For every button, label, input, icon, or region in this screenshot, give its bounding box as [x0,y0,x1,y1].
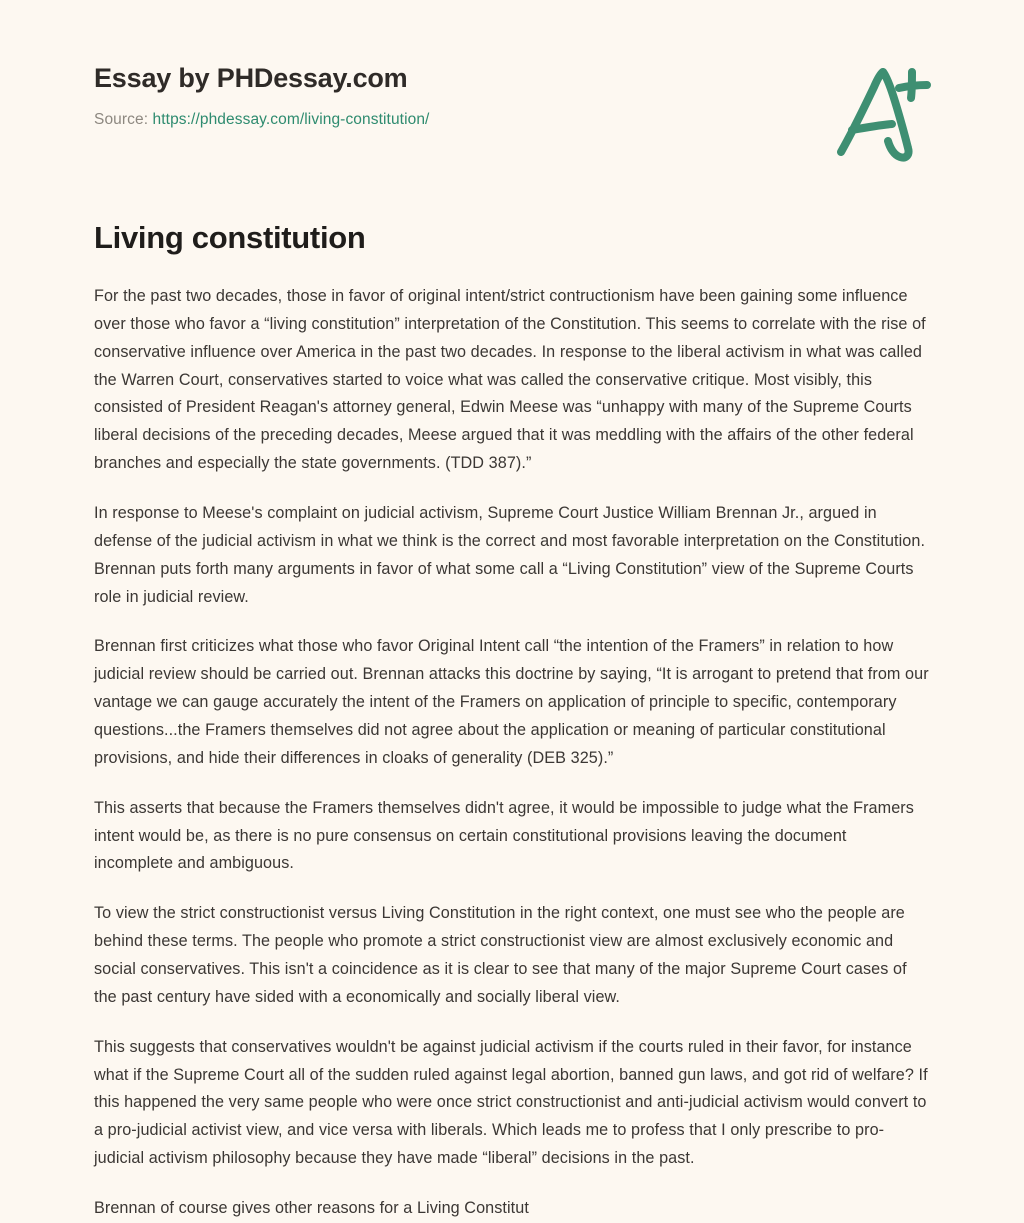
a-plus-handwritten-logo-icon [830,58,940,168]
paragraph: In response to Meese's complaint on judicial activism, Supreme Court Justice William Brennan Jr., argued in defense of the judicial activism in what we think is the correct and most favorable interpretation on the Constitution. Brennan puts forth many arguments in favor of what some call a “Living Constitution” view of the Supreme Courts role in judicial review. [94,504,926,606]
page-header [0,0,1024,160]
paragraph: This suggests that conservatives wouldn't be against judicial activism if the courts ruled in their favor, for instance what if the Supreme Court all of the sudden ruled against legal abortion, banned gun laws, and got rid of welfare? If this happened the very same people who were once strict constructionist and anti-judicial activism would convert to a pro-judicial activist view, and vice versa with liberals. Which leads me to profess that I only prescribe to pro-judicial activism philosophy because they have made “liberal” decisions in the past. [94,1037,928,1168]
essay-body [0,283,1024,1223]
paragraph: To view the strict constructionist versus Living Constitution in the right context, one must see who the people are behind these terms. The people who promote a strict constructionist view are almost exclusively economic and social conservatives. This isn't a coincidence as it is clear to see that many of the major Supreme Court cases of the past century have sided with a economically and socially liberal view. [94,904,907,1006]
paragraph: Brennan of course gives other reasons for a Living Constitut [94,1199,529,1218]
brand-title: Essay by PHDessay.com [94,63,408,93]
paragraph: For the past two decades, those in favor of original intent/strict contructionism have been gaining some influence over those who favor a “living constitution” interpretation of the Constitution. This seems to correlate with the rise of conservative influence over America in the past two decades. In response to the liberal activism in what was called the Warren Court, conservatives started to voice what was called the conservative critique. Most visibly, this consisted of President Reagan's attorney general, Edwin Meese was “unhappy with many of the Supreme Courts liberal decisions of the preceding decades, Meese argued that it was meddling with the affairs of the other federal branches and especially the state governments. (TDD 387).” [94,287,926,473]
paragraph: This asserts that because the Framers themselves didn't agree, it would be impossible to judge what the Framers intent would be, as there is no pure consensus on certain constitutional provisions leaving the document incomplete and ambiguous. [94,798,914,873]
source-line [94,110,936,130]
paragraph: Brennan first criticizes what those who favor Original Intent call “the intention of the Framers” in relation to how judicial review should be carried out. Brennan attacks this doctrine by saying, “It is arrogant to pretend that from our vantage we can gauge accurately the intent of the Framers on application of principle to specific, contemporary questions...the Framers themselves did not agree about the application or meaning of particular constitutional provisions, and hide their differences in cloaks of generality (DEB 325).” [94,637,929,767]
page-title: Living constitution [94,220,366,255]
source-url-link[interactable]: https://phdessay.com/living-constitution/ [152,111,430,129]
source-label: Source: [94,111,149,129]
